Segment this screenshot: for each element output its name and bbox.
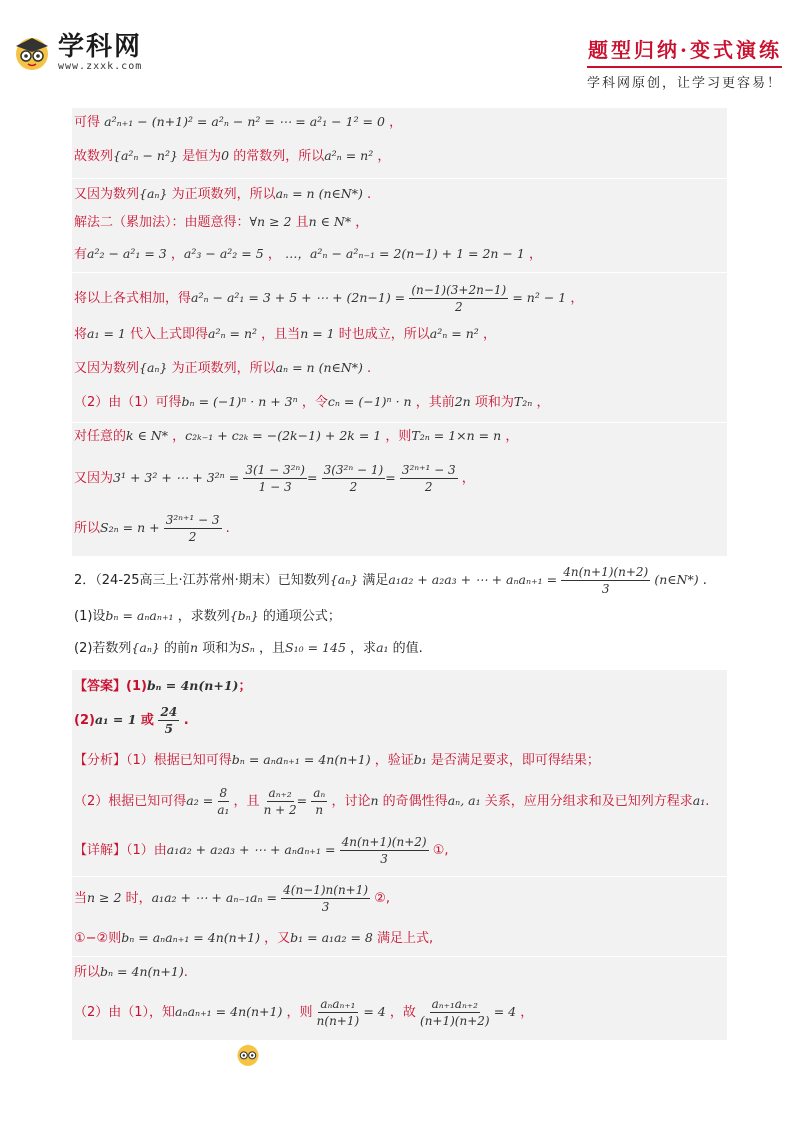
box-separator: [72, 876, 727, 877]
solution-line: 又因为数列{aₙ} 为正项数列，所以aₙ = n (n∈N*) .: [74, 186, 372, 202]
logo-url: www.zxxk.com: [58, 60, 143, 72]
page-header: [0, 0, 800, 100]
solution-line: 故数列{a²ₙ − n²} 是恒为0 的常数列，所以a²ₙ = n² ，: [74, 148, 391, 164]
logo-title: 学科网: [58, 31, 143, 62]
box-separator: [72, 956, 727, 957]
solution-line: 可得 a²ₙ₊₁ − (n+1)² = a²ₙ − n² = ⋯ = a²₁ − 1² = 0 ，: [74, 114, 403, 130]
answer-line: (2)a₁ = 1 或 $\frac{24}{5}$ .: [74, 705, 189, 736]
mascot-face-icon: [12, 32, 52, 72]
solution-line: 将以上各式相加，得a²ₙ − a²₁ = 3 + 5 + ⋯ + (2n−1) = $\frac{(n-1)(3+2n-1)}{2}$ = n² − 1 ，: [74, 283, 584, 314]
answer-line: 【答案】(1)bₙ = 4n(n+1)；: [74, 678, 252, 694]
mascot-face-icon: [234, 1040, 262, 1068]
solution-line: 对任意的k ∈ N* ，c₂ₖ₋₁ + c₂ₖ = −(2k−1) + 2k = 1 ，则T₂ₙ = 1×n = n ，: [74, 428, 519, 444]
solution-line: 又因为3¹ + 3² + ⋯ + 3²ⁿ = $\frac{\text{3(1 − 3²ⁿ)}}{1 - 3}$ = $\frac{\text{3(3²ⁿ − 1)}}{2}$ = $\frac{\text{3²ⁿ⁺¹ − 3}}{2}$ ，: [74, 463, 475, 494]
box-separator: [72, 178, 727, 179]
box-separator: [72, 272, 727, 273]
question-2-stem: 2．（24-25高三上·江苏常州·期末）已知数列{aₙ} 满足a₁a₂ + a₂a₃ + ⋯ + aₙaₙ₊₁ = $\frac{4n(n+1)(n+2)}{3}$ (n∈N*) .: [74, 565, 707, 596]
detail-line: 所以bₙ = 4n(n+1).: [74, 964, 188, 980]
analysis-line: 【分析】（1）根据已知可得bₙ = aₙaₙ₊₁ = 4n(n+1) ，验证b₁ 是否满足要求，即可得结果；: [74, 752, 600, 768]
box-separator: [72, 422, 727, 423]
solution-line: 解法二（累加法）：由题意得：∀n ≥ 2 且n ∈ N* ，: [74, 214, 369, 230]
solution-line: 又因为数列{aₙ} 为正项数列，所以aₙ = n (n∈N*) .: [74, 360, 372, 376]
detail-line: 当n ≥ 2 时，a₁a₂ + ⋯ + aₙ₋₁aₙ = $\frac{4(n-1)n(n+1)}{3}$ ②,: [74, 883, 390, 914]
slogan-subtitle: 学科网原创，让学习更容易！: [586, 76, 782, 91]
slogan: [587, 34, 782, 91]
logo: [12, 32, 142, 72]
analysis-line: （2）根据已知可得a₂ = $\frac{8}{\text{a₁}}$ ，且 $\frac{\text{aₙ₊₂}}{n + 2}$ = $\frac{\text{aₙ}}{n}$ ，讨论n 的奇偶性得aₙ, a₁ 关系，应用分组求和及已知列方程求a₁.: [74, 786, 710, 817]
solution-line: （2）由（1）可得bₙ = (−1)ⁿ · n + 3ⁿ ，令cₙ = (−1)ⁿ · n ，其前2n 项和为T₂ₙ ，: [74, 394, 550, 410]
question-2-part-2: (2)若数列{aₙ} 的前n 项和为Sₙ ，且S₁₀ = 145 ，求a₁ 的值.: [74, 640, 423, 656]
detail-line: （2）由（1），知aₙaₙ₊₁ = 4n(n+1) ，则 $\frac{\text{aₙaₙ₊₁}}{n(n+1)}$ = 4 ，故 $\frac{\text{aₙ₊₁aₙ₊₂}}{(n+1)(n+2)}$ = 4 ，: [74, 997, 534, 1028]
solution-line: 将a₁ = 1 代入上式即得a²ₙ = n² ，且当n = 1 时也成立，所以a²ₙ = n² ，: [74, 326, 496, 342]
solution-line: 所以S₂ₙ = n + $\frac{\text{3²ⁿ⁺¹ − 3}}{2}$ .: [74, 513, 230, 544]
question-2-part-1: (1)设bₙ = aₙaₙ₊₁ ，求数列{bₙ} 的通项公式；: [74, 608, 341, 624]
detail-line: ①−②则bₙ = aₙaₙ₊₁ = 4n(n+1) ，又b₁ = a₁a₂ = 8 满足上式,: [74, 930, 434, 946]
solution-line: 有a²₂ − a²₁ = 3 ，a²₃ − a²₂ = 5 ， …，a²ₙ − a²ₙ₋₁ = 2(n−1) + 1 = 2n − 1 ，: [74, 246, 542, 262]
slogan-divider: [587, 66, 782, 68]
detail-line: 【详解】（1）由a₁a₂ + a₂a₃ + ⋯ + aₙaₙ₊₁ = $\frac{4n(n+1)(n+2)}{3}$ ①,: [74, 835, 449, 866]
slogan-title: 题型归纳·变式演练: [588, 38, 782, 62]
